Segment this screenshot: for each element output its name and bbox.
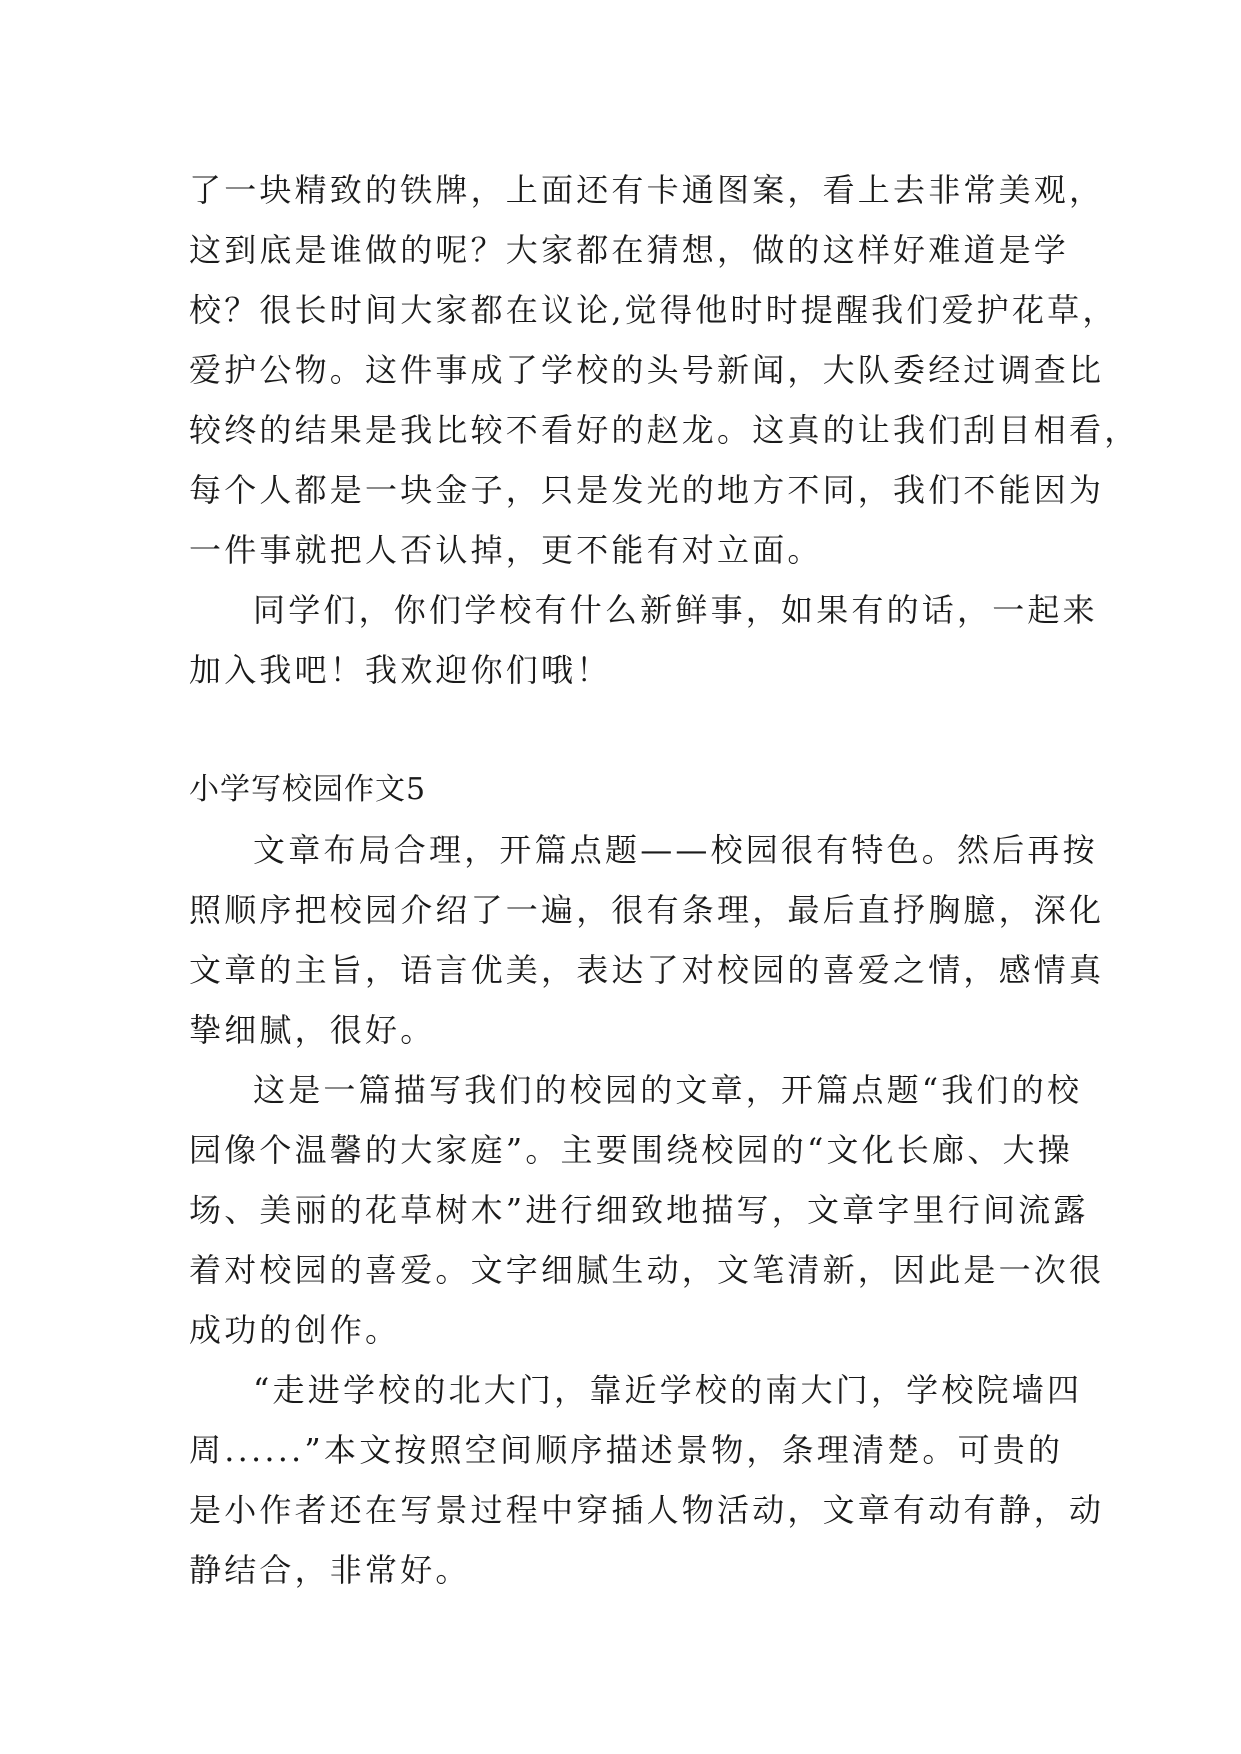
paragraph-line: 同学们，你们学校有什么新鲜事，如果有的话，一起来 [253,591,1098,629]
paragraph-line: 文章布局合理，开篇点题——校园很有特色。然后再按 [253,831,1098,869]
paragraph-line: 成功的创作。 [189,1311,401,1349]
paragraph-line: 是小作者还在写景过程中穿插人物活动，文章有动有静，动 [189,1491,1105,1529]
paragraph-line: 场、美丽的花草树木”进行细致地描写，文章字里行间流露 [189,1191,1089,1229]
paragraph-line: 每个人都是一块金子，只是发光的地方不同，我们不能因为 [189,471,1105,509]
paragraph-line: 园像个温馨的大家庭”。主要围绕校园的“文化长廊、大操 [189,1131,1073,1169]
paragraph-line: 了一块精致的铁牌，上面还有卡通图案，看上去非常美观， [189,171,1105,209]
section-heading: 小学写校园作文5 [189,772,427,807]
paragraph-line: 这是一篇描写我们的校园的文章，开篇点题“我们的校 [253,1071,1083,1109]
paragraph-line: 校？很长时间大家都在议论,觉得他时时提醒我们爱护花草， [189,291,1118,329]
paragraph-line: 较终的结果是我比较不看好的赵龙。这真的让我们刮目相看， [189,411,1140,449]
document-page [189,160,1140,1600]
paragraph-line: 这到底是谁做的呢？大家都在猜想，做的这样好难道是学 [189,231,1070,269]
paragraph-line: “走进学校的北大门，靠近学校的南大门，学校院墙四 [253,1371,1083,1409]
section-gap [189,700,1089,760]
paragraph-line: 着对校园的喜爱。文字细腻生动，文笔清新，因此是一次很 [189,1251,1105,1289]
paragraph-line: 文章的主旨，语言优美，表达了对校园的喜爱之情，感情真 [189,951,1105,989]
paragraph-line: 静结合，非常好。 [189,1551,471,1589]
paragraph-line: 挚细腻，很好。 [189,1011,436,1049]
paragraph-line: 照顺序把校园介绍了一遍，很有条理，最后直抒胸臆，深化 [189,891,1105,929]
paragraph-line: 周......”本文按照空间顺序描述景物，条理清楚。可贵的 [189,1431,1064,1469]
paragraph-line: 加入我吧！我欢迎你们哦！ [189,651,612,689]
paragraph-line: 爱护公物。这件事成了学校的头号新闻，大队委经过调查比 [189,351,1105,389]
paragraph-line: 一件事就把人否认掉，更不能有对立面。 [189,531,823,569]
